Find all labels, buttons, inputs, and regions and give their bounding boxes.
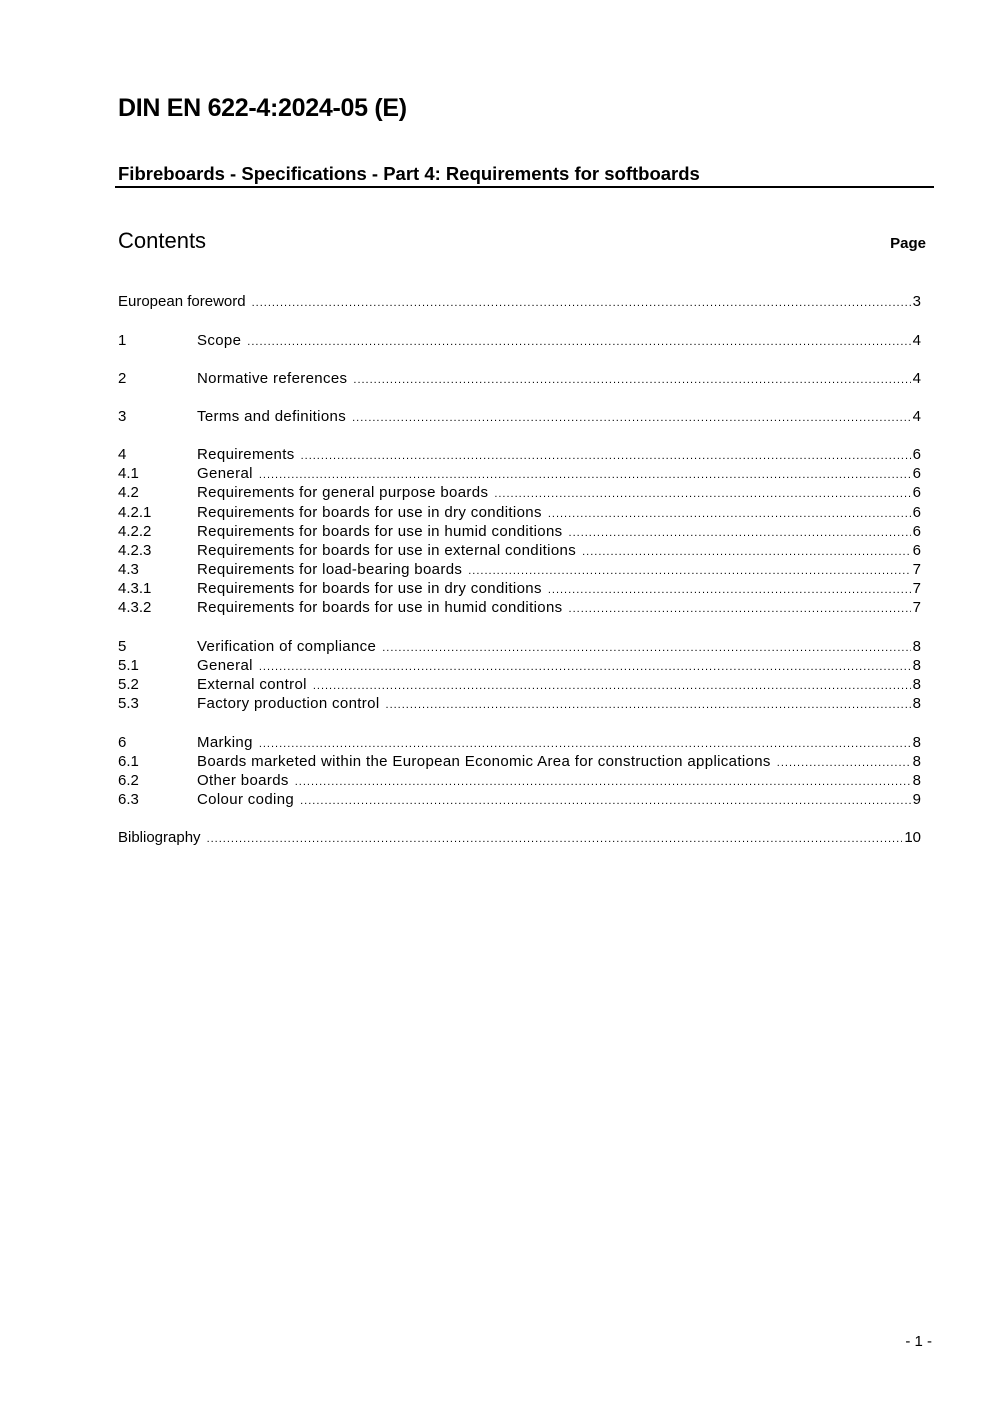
toc-entry-label: Requirements for boards for use in dry conditions [197,580,542,597]
toc-entry-number: 4.2 [118,484,139,501]
toc-entry-label: Terms and definitions [197,408,347,425]
toc-entry-number: 4.3.2 [118,599,152,616]
toc-entry-label: Other boards [197,772,289,789]
toc-entry[interactable] [118,541,921,560]
toc-entry[interactable] [118,445,921,464]
toc-entry-number: 3 [118,408,127,425]
toc-entry-label: Boards marketed within the European Economic Area for construction applications [197,753,771,770]
toc-entry[interactable] [118,369,921,388]
toc-entry-label: Factory production control [197,695,380,712]
toc-entry-label: Requirements for boards for use in dry conditions [197,504,542,521]
toc-leader-dots [247,333,910,352]
toc-entry[interactable] [118,522,921,541]
toc-entry-page: 7 [912,599,921,616]
toc-entry-label: External control [197,676,307,693]
toc-entry-label: Marking [197,734,253,751]
toc-entry-page: 6 [912,484,921,501]
toc-entry-label: Colour coding [197,791,295,808]
toc-entry[interactable] [118,790,921,809]
toc-entry-label: Requirements for general purpose boards [197,484,489,501]
toc-entry-page: 7 [912,561,921,578]
toc-entry-label: Requirements for load-bearing boards [197,561,463,578]
toc-entry-number: 4.1 [118,465,139,482]
toc-entry-number: 5 [118,638,127,655]
toc-entry-number: 5.3 [118,695,139,712]
toc-entry-label: Scope [197,332,242,349]
toc-leader-dots [252,294,911,313]
toc-entry[interactable] [118,752,921,771]
toc-entry-label: General [197,465,253,482]
toc-entry-page: 6 [912,446,921,463]
toc-entry-page: 6 [912,523,921,540]
toc-entry-number: 6.1 [118,753,139,770]
toc-entry-page: 8 [912,695,921,712]
toc-entry-label: Bibliography [118,829,201,846]
toc-entry[interactable] [118,675,921,694]
toc-entry-label: Requirements for boards for use in humid conditions [197,523,563,540]
toc-entry[interactable] [118,483,921,502]
footer-page-number: - 1 - [905,1333,932,1350]
toc-leader-dots [352,409,911,428]
toc-entry-page: 10 [904,829,921,846]
toc-entry-number: 4.2.3 [118,542,152,559]
toc-entry-page: 6 [912,542,921,559]
toc-entry[interactable] [118,579,921,598]
toc-entry-page: 7 [912,580,921,597]
contents-heading: Contents [118,228,207,253]
toc-entry[interactable] [118,733,921,752]
toc-entry[interactable] [118,464,921,483]
toc-entry[interactable] [118,503,921,522]
toc-entry-page: 8 [912,638,921,655]
document-id: DIN EN 622-4:2024-05 (E) [118,94,407,122]
toc-entry-page: 4 [912,408,921,425]
toc-entry-page: 6 [912,504,921,521]
toc-entry[interactable] [118,656,921,675]
toc-leader-dots [207,830,903,849]
toc-entry-page: 8 [912,753,921,770]
toc-entry[interactable] [118,828,921,847]
toc-entry-number: 5.1 [118,657,139,674]
toc-entry-number: 4.2.1 [118,504,152,521]
toc-entry-label: Normative references [197,370,348,387]
toc-leader-dots [353,371,910,390]
document-title: Fibreboards - Specifications - Part 4: Requirements for softboards [118,163,700,184]
toc-entry-page: 4 [912,370,921,387]
toc-entry-number: 6.3 [118,791,139,808]
toc-entry[interactable] [118,598,921,617]
toc-entry-page: 4 [912,332,921,349]
toc-entry[interactable] [118,637,921,656]
toc-entry-number: 4 [118,446,127,463]
toc-leader-dots [494,485,910,504]
toc-entry-number: 6.2 [118,772,139,789]
toc-leader-dots [300,792,911,811]
toc-entry-number: 4.2.2 [118,523,152,540]
toc-entry-page: 8 [912,772,921,789]
toc-entry-number: 1 [118,332,127,349]
toc-leader-dots [569,600,911,619]
toc-entry[interactable] [118,292,921,311]
toc-entry[interactable] [118,407,921,426]
toc-entry-label: Requirements for boards for use in external conditions [197,542,577,559]
toc-entry[interactable] [118,331,921,350]
toc-entry-number: 4.3 [118,561,139,578]
toc-entry-number: 6 [118,734,127,751]
toc-entry-label: Requirements for boards for use in humid conditions [197,599,563,616]
toc-entry-page: 8 [912,734,921,751]
toc-entry-number: 4.3.1 [118,580,152,597]
toc-entry-label: European foreword [118,293,246,310]
toc-entry-page: 8 [912,676,921,693]
page-column-heading: Page [890,235,926,252]
toc-entry-label: Verification of compliance [197,638,377,655]
toc-leader-dots [386,696,911,715]
toc-entry-label: General [197,657,253,674]
toc-entry-label: Requirements [197,446,295,463]
toc-entry-page: 8 [912,657,921,674]
toc-entry-page: 3 [912,293,921,310]
toc-entry-page: 9 [912,791,921,808]
toc-entry-number: 5.2 [118,676,139,693]
toc-entry[interactable] [118,694,921,713]
title-underline [115,186,934,188]
toc-entry-number: 2 [118,370,127,387]
toc-entry-page: 6 [912,465,921,482]
toc-entry[interactable] [118,560,921,579]
toc-entry[interactable] [118,771,921,790]
